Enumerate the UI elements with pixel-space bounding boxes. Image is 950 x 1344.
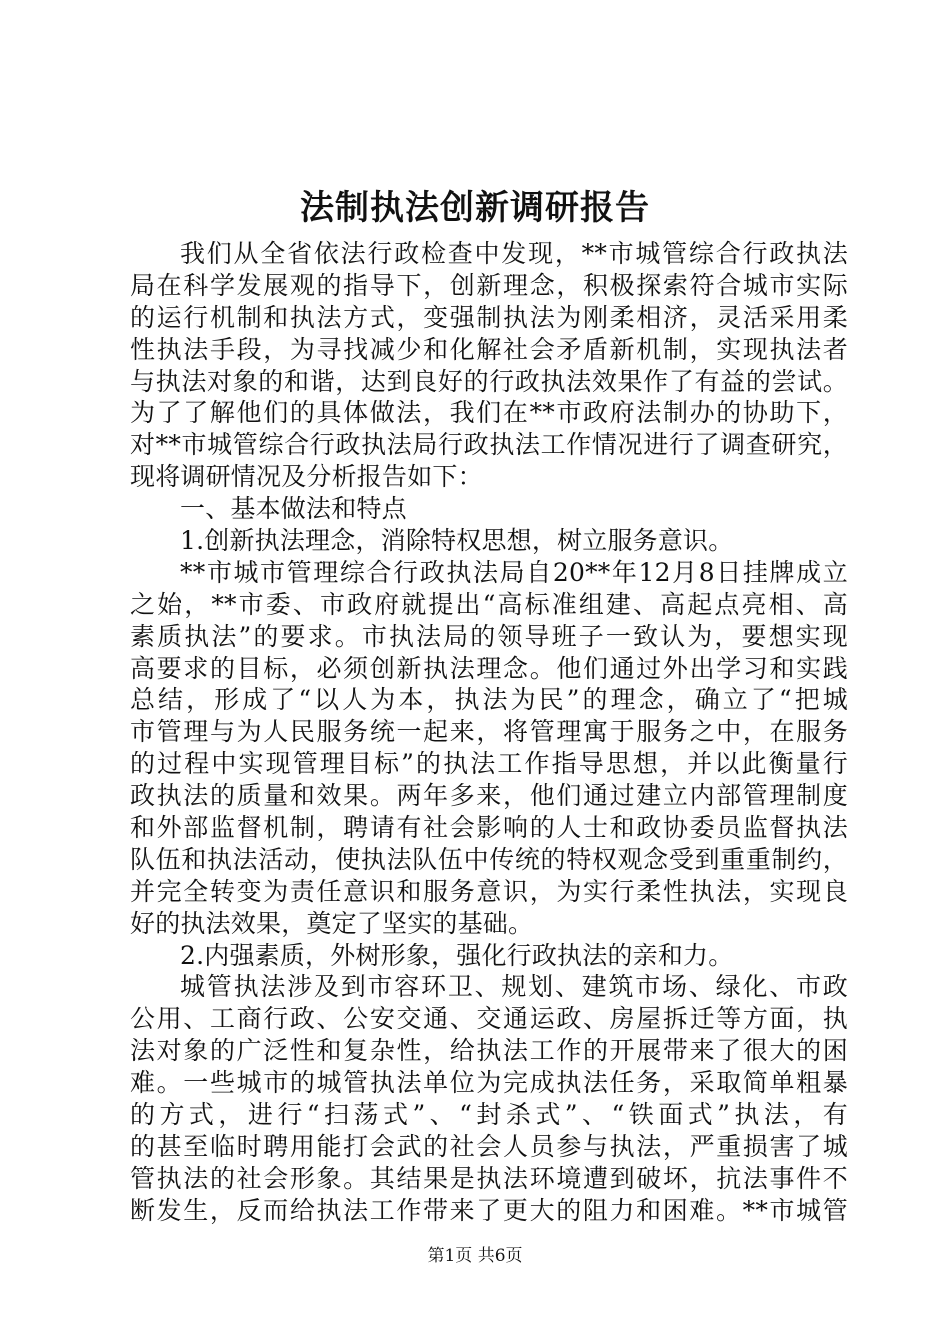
page-footer: 第1页 共6页 [427, 1246, 523, 1266]
text-line: 管执法的社会形象。其结果是执法环境遭到破坏，抗法事件不 [130, 1163, 848, 1193]
text-line: 性执法手段，为寻找减少和化解社会矛盾新机制，实现执法者 [130, 334, 848, 364]
text-line: 市管理与为人民服务统一起来，将管理寓于服务之中，在服务 [130, 717, 848, 747]
text-line: **市城市管理综合行政执法局自20**年12月8日挂牌成立 [180, 557, 848, 587]
text-line: 和外部监督机制，聘请有社会影响的人士和政协委员监督执法 [130, 813, 848, 843]
text-line: 公用、工商行政、公安交通、交通运政、房屋拆迁等方面，执 [130, 1004, 848, 1034]
text-line: 城管执法涉及到市容环卫、规划、建筑市场、绿化、市政 [180, 972, 848, 1002]
text-line: 的方式，进行“扫荡式”、“封杀式”、“铁面式”执法，有 [130, 1100, 848, 1130]
text-line: 我们从全省依法行政检查中发现，**市城管综合行政执法 [180, 239, 848, 268]
text-line: 1.创新执法理念，消除特权思想，树立服务意识。 [180, 526, 734, 556]
text-line: 法对象的广泛性和复杂性，给执法工作的开展带来了很大的困 [130, 1036, 848, 1066]
text-line: 断发生，反而给执法工作带来了更大的阻力和困难。**市城管 [130, 1195, 848, 1225]
text-line: 好的执法效果，奠定了坚实的基础。 [130, 908, 534, 938]
text-line: 的过程中实现管理目标”的执法工作指导思想，并以此衡量行 [130, 749, 848, 779]
text-line: 的甚至临时聘用能打会武的社会人员参与执法，严重损害了城 [130, 1131, 848, 1161]
text-line: 现将调研情况及分析报告如下： [130, 462, 483, 492]
text-line: 素质执法”的要求。市执法局的领导班子一致认为，要想实现 [130, 621, 848, 651]
document-body [130, 238, 848, 1227]
text-line: 高要求的目标，必须创新执法理念。他们通过外出学习和实践 [130, 653, 848, 683]
text-line: 局在科学发展观的指导下，创新理念，积极探索符合城市实际 [130, 270, 848, 300]
text-line: 2.内强素质，外树形象，强化行政执法的亲和力。 [180, 940, 734, 970]
text-line: 政执法的质量和效果。两年多来，他们通过建立内部管理制度 [130, 781, 848, 811]
text-line: 之始，**市委、市政府就提出“高标准组建、高起点亮相、高 [130, 589, 848, 619]
text-line: 并完全转变为责任意识和服务意识，为实行柔性执法，实现良 [130, 876, 848, 906]
text-line: 总结，形成了“以人为本，执法为民”的理念，确立了“把城 [130, 685, 848, 715]
text-line: 对**市城管综合行政执法局行政执法工作情况进行了调查研究， [130, 430, 848, 460]
text-line: 一、基本做法和特点 [180, 494, 407, 524]
text-line: 为了了解他们的具体做法，我们在**市政府法制办的协助下， [130, 398, 848, 428]
text-line: 队伍和执法活动，使执法队伍中传统的特权观念受到重重制约， [130, 844, 848, 874]
document-title: 法制执法创新调研报告 [300, 188, 650, 228]
text-line: 的运行机制和执法方式，变强制执法为刚柔相济，灵活采用柔 [130, 302, 848, 332]
text-line: 难。一些城市的城管执法单位为完成执法任务，采取简单粗暴 [130, 1068, 848, 1098]
text-line: 与执法对象的和谐，达到良好的行政执法效果作了有益的尝试。 [130, 366, 848, 396]
